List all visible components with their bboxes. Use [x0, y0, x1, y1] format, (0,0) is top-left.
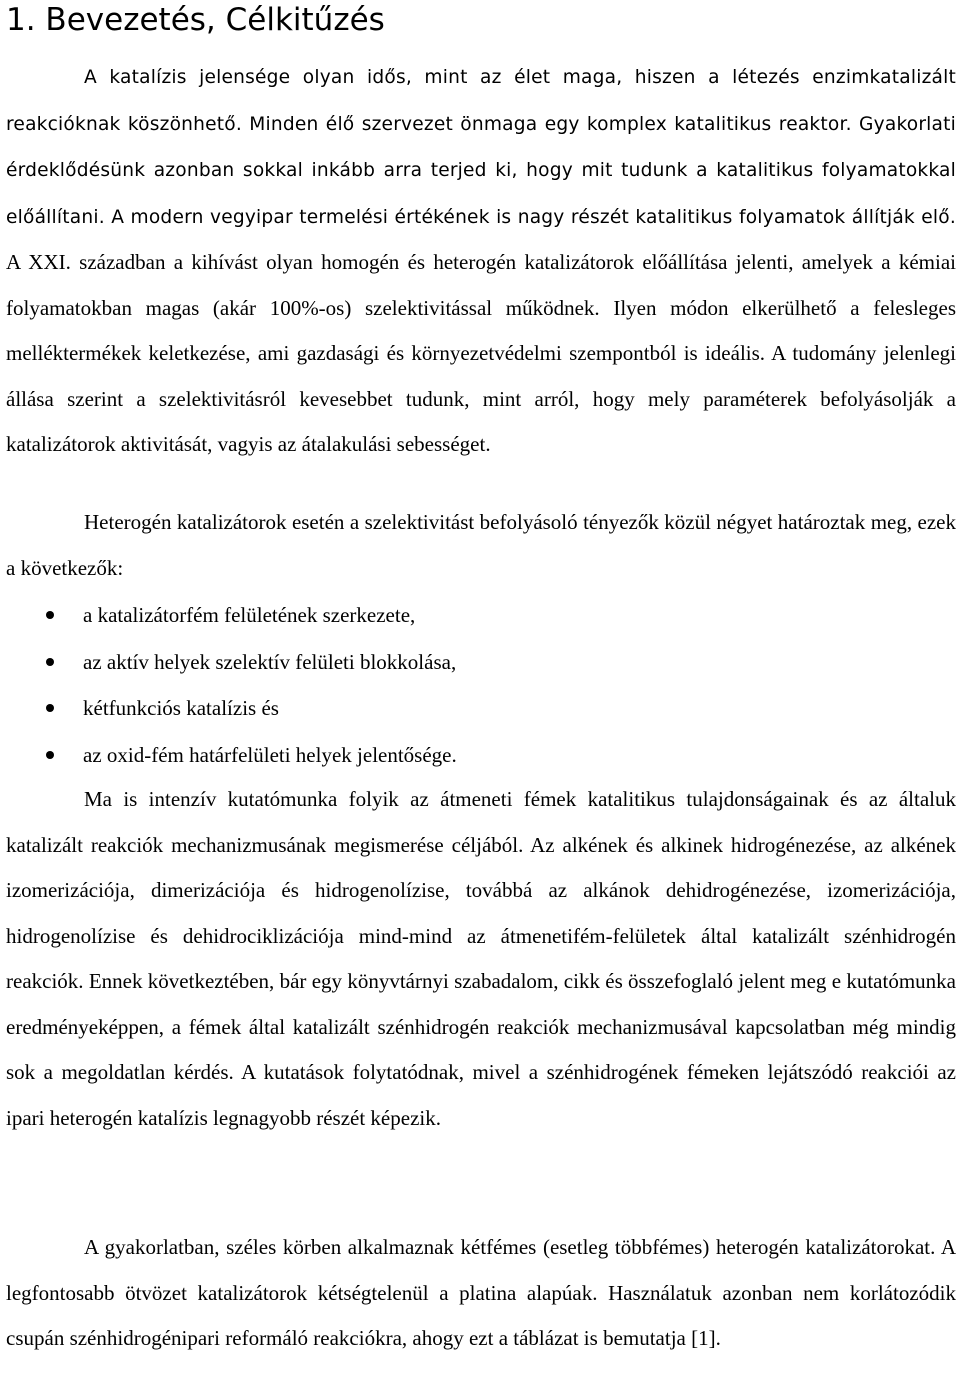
paragraph-intro: [6, 54, 956, 468]
list-item: [6, 639, 956, 686]
list-item: [6, 685, 956, 732]
list-item: [6, 592, 956, 639]
bullet-icon: [46, 704, 54, 712]
bullet-icon: [46, 611, 54, 619]
paragraph-bimetallic-catalysts: A gyakorlatban, széles körben alkalmaznak kétfémes (esetleg többfémes) heterogén katalizátorokat. A legfontosabb ötvözet katalizátorok kétségtelenül a platina alapúak. Használatuk azonban nem korlátozódik csupán szénhidrogénipari reformáló reakciókra, ahogy ezt a táblázat is bemutatja [1].: [6, 1235, 956, 1350]
list-item-text: kétfunkciós katalízis és: [83, 696, 279, 720]
list-item: [6, 732, 956, 779]
bullet-icon: [46, 658, 54, 666]
selectivity-factor-list: [6, 592, 956, 778]
list-item-text: az aktív helyek szelektív felületi blokkolása,: [83, 649, 457, 674]
paragraph-intro-serif-text: A XXI. században a kihívást olyan homogén és heterogén katalizátorok előállítása jelenti, amelyek a kémiai folyamatokban magas (akár 100%-os) szelektivitással működnek. Ilyen módon elkerülhető a felesleges melléktermékek keletkezése, ami gazdasági és környezetvédelmi szempontból is ideális. A tudomány jelenlegi állása szerint a szelektivitásról kevesebbet tudunk, mint arról, hogy mely paraméterek befolyásolják a katalizátorok aktivitását, vagyis az átalakulási sebességet.: [6, 250, 956, 456]
list-item-text: az oxid-fém határfelületi helyek jelentősége.: [83, 742, 457, 767]
paragraph-selectivity-factors: Heterogén katalizátorok esetén a szelektivitást befolyásoló tényezők közül négyet határoztak meg, ezek a következők:: [6, 510, 956, 580]
bullet-icon: [46, 751, 54, 759]
paragraph-research-mechanisms: Ma is intenzív kutatómunka folyik az átmeneti fémek katalitikus tulajdonságainak és az általuk katalizált reakciók mechanizmusának megismerése céljából. Az alkének és alkinek hidrogénezése, az alkének izomerizációja, dimerizációja és hidrogenolízise, továbbá az alkánok dehidrogénezése, izomerizációja, hidrogenolízise és dehidrociklizációja mind-mind az átmenetifém-felületek által katalizált szénhidrogén reakciók. Ennek következtében, bár egy könyvtárnyi szabadalom, cikk és összefoglaló jelent meg e kutatómunka eredményeképpen, a fémek által katalizált szénhidrogén reakciók mechanizmusával kapcsolatban még mindig sok a megoldatlan kérdés. A kutatások folytatódnak, mivel a szénhidrogének fémeken lejátszódó reakciói az ipari heterogén katalízis legnagyobb részét képezik.: [6, 787, 956, 1130]
paragraph-intro-sans-text: A katalízis jelensége olyan idős, mint az élet maga, hiszen a létezés enzimkatalizált reakcióknak köszönhető. Minden élő szervezet önmaga egy komplex katalitikus reaktor. Gyakorlati érdeklődésünk azonban sokkal inkább arra terjed ki, hogy mit tudunk a katalitikus folyamatokkal előállítani. A modern vegyipar termelési értékének is nagy részét katalitikus folyamatok állítják elő.: [6, 67, 956, 228]
section-heading: 1. Bevezetés, Célkitűzés: [6, 2, 385, 38]
list-item-text: a katalizátorfém felületének szerkezete,: [83, 603, 416, 627]
